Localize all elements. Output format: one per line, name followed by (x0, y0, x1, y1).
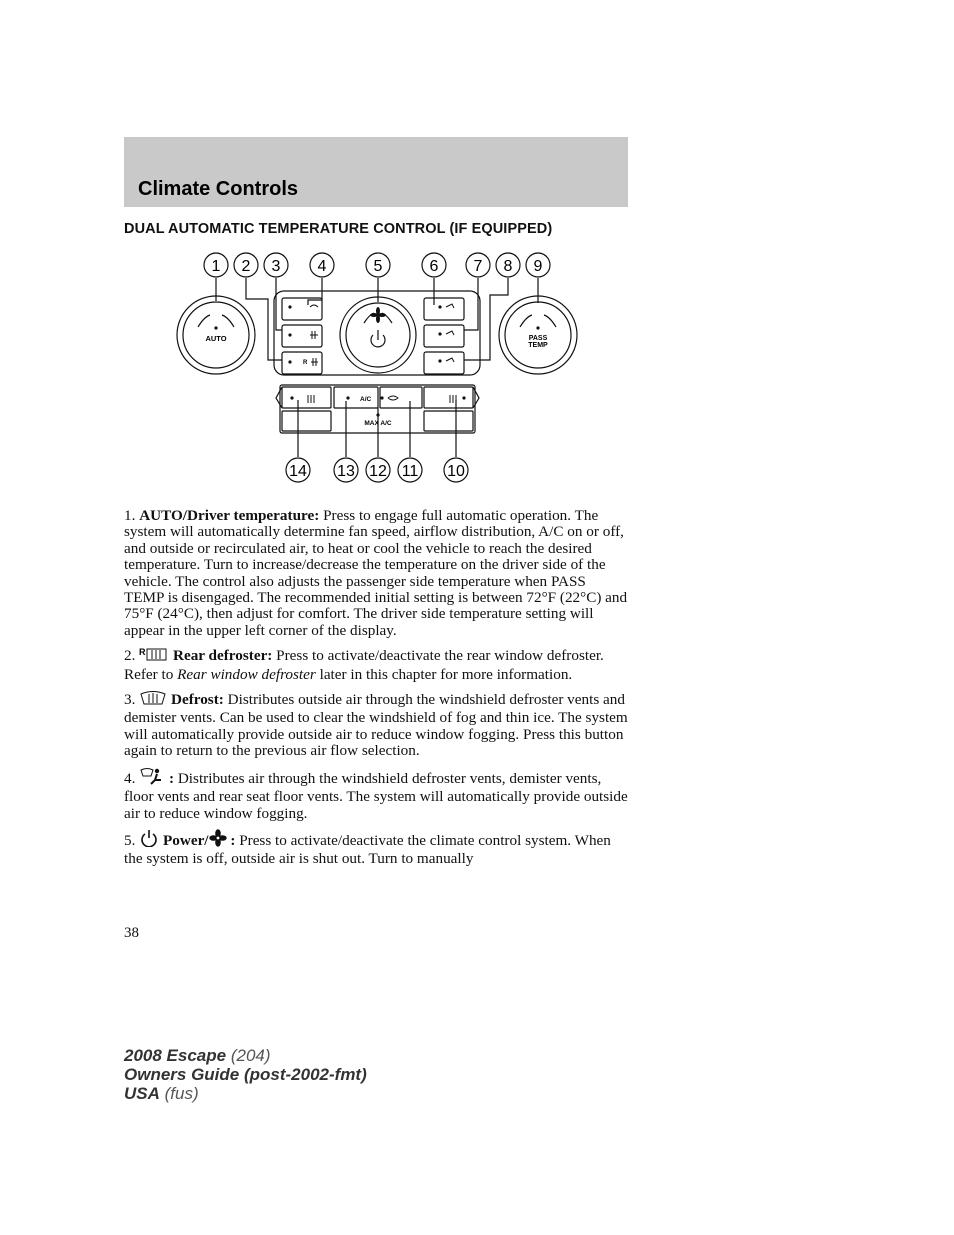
item-5-text: Press to activate/deactivate the climate control system. When the system is off, outside air is shut out. Turn to manually (124, 831, 611, 868)
callout-label-2: 2 (241, 258, 251, 275)
item-3-title: Defrost: (170, 691, 224, 709)
pass-temp-label-line1: PASS (528, 335, 548, 342)
item-4: 4. : Distributes air through the windshield defroster vents, demister vents, floor vents and rear seat floor vents. The system will automatically provide outside air to reduce window fogging. (124, 767, 628, 822)
pass-temp-label-line2: TEMP (528, 342, 548, 349)
defrost-floor-icon (139, 767, 165, 789)
windshield-defrost-icon (139, 690, 167, 710)
footer: 2008 Escape (204) Owners Guide (post-2002-fmt) USA (fus) (124, 1046, 367, 1103)
fan-icon (370, 307, 386, 323)
item-4-title: : (168, 769, 175, 787)
callout-label-12: 12 (369, 463, 387, 480)
section-title: DUAL AUTOMATIC TEMPERATURE CONTROL (IF EQUIPPED) (124, 221, 553, 237)
fan-icon (209, 829, 227, 851)
auto-knob-label: AUTO (205, 334, 227, 343)
svg-text:R: R (139, 647, 146, 658)
ac-button-label: A/C (360, 396, 372, 403)
rear-defroster-icon (139, 646, 169, 666)
callout-label-3: 3 (271, 258, 281, 275)
callout-label-14: 14 (289, 463, 307, 480)
item-1-title: AUTO/Driver temperature: (139, 507, 320, 524)
item-1-text: Press to engage full automatic operation. The system will automatically determine fan speed, airflow distribution, A/C on or off, and outside or recirculated air, to heat or cool the vehicle to reach the desired temperature. Turn to increase/decrease the temperature on the driver side of the vehicle. The control also adjusts the passenger side temperature when PASS TEMP is disengaged. The recommended initial setting is between 72°F (22°C) and 75°F (24°C), then adjust for comfort. The driver side temperature setting will appear in the upper left corner of the display. (124, 507, 628, 639)
callout-label-9: 9 (533, 258, 543, 275)
item-3: 3. Defrost: Distributes outside air through the windshield defroster vents and demister vents. Can be used to clear the windshield of fog and thin ice. The system will automatically provide outside air to reduce window fogging. Press this button again to return to the previous air flow selection. (124, 691, 628, 760)
item-3-text: Distributes outside air through the windshield defroster vents and demister vents. Can be used to clear the windshield of fog and thin ice. The system will automatically provide outside air to reduce window fogging. Press this button again to return to the previous air flow selection. (124, 691, 628, 760)
item-5-title: Power/ : (163, 832, 235, 849)
callout-label-6: 6 (429, 258, 439, 275)
callouts-top (204, 253, 550, 277)
callout-label-8: 8 (503, 258, 513, 275)
item-4-text: Distributes air through the windshield defroster vents, demister vents, floor vents and rear seat floor vents. The system will automatically provide outside air to reduce window fogging. (124, 769, 628, 822)
chapter-header-band (124, 137, 628, 207)
item-1: 1. AUTO/Driver temperature: Press to engage full automatic operation. The system will automatically determine fan speed, airflow distribution, A/C on or off, and outside or recirculated air, to heat or cool the vehicle to reach the desired temperature. Turn to increase/decrease the temperature on the driver side of the vehicle. The control also adjusts the passenger side temperature when PASS TEMP is disengaged. The recommended initial setting is between 72°F (22°C) and 75°F (24°C), then adjust for comfort. The driver side temperature setting will appear in the upper left corner of the display. (124, 507, 628, 639)
rear-defrost-r-label: R (303, 360, 308, 366)
climate-control-diagram (124, 245, 628, 495)
item-2: 2. R Rear defroster: Press to activate/deactivate the rear window defroster. Refer to Rear window defroster later in this chapter for more information. (124, 647, 604, 683)
callout-label-7: 7 (473, 258, 483, 275)
max-ac-label: MAX A/C (364, 420, 392, 427)
callout-label-11: 11 (401, 463, 419, 480)
rear-window-defroster-ref: Rear window defroster (177, 665, 316, 683)
callout-label-10: 10 (447, 463, 465, 480)
callout-label-1: 1 (211, 258, 221, 275)
page-number: 38 (124, 925, 139, 941)
body-text (124, 508, 628, 875)
power-icon (139, 829, 159, 851)
callout-label-4: 4 (317, 258, 327, 275)
item-2-title: Rear defroster: (172, 647, 273, 665)
callout-label-5: 5 (373, 258, 383, 275)
callouts-bottom (286, 458, 468, 482)
callout-label-13: 13 (337, 463, 355, 480)
item-5: 5. Power/ : Press to activate/deactivate the climate control system. When the system is off, outside air is shut out. Turn to manually (124, 829, 628, 868)
chapter-title: Climate Controls (138, 178, 299, 200)
